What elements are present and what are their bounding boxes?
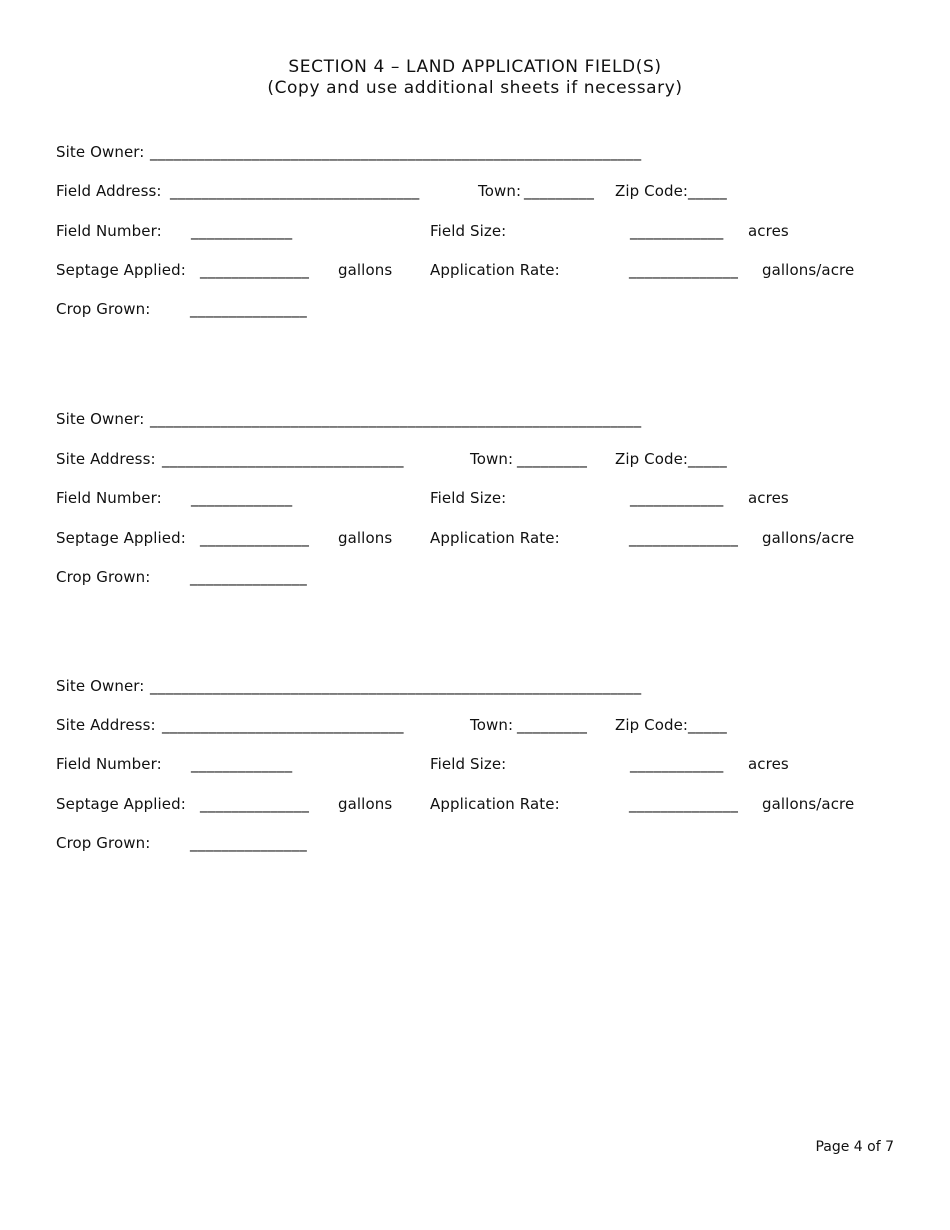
address-field[interactable]: _______________________________: [162, 716, 404, 734]
site-owner-label: Site Owner:: [56, 410, 145, 428]
crop-grown-label: Crop Grown:: [56, 568, 151, 586]
town-label: Town:: [478, 182, 522, 200]
address-label: Field Address:: [56, 182, 162, 200]
site-owner-label: Site Owner:: [56, 677, 145, 695]
gallons-per-acre-unit: gallons/acre: [762, 261, 855, 279]
application-rate-label: Application Rate:: [430, 529, 560, 547]
application-rate-label: Application Rate:: [430, 795, 560, 813]
gallons-per-acre-unit: gallons/acre: [762, 529, 855, 547]
field-size-label: Field Size:: [430, 755, 507, 773]
septage-applied-field[interactable]: ______________: [200, 795, 310, 813]
septage-applied-label: Septage Applied:: [56, 529, 186, 547]
crop-grown-label: Crop Grown:: [56, 834, 151, 852]
zip-code-label: Zip Code:: [615, 450, 689, 468]
gallons-unit: gallons: [338, 795, 393, 813]
address-label: Site Address:: [56, 716, 156, 734]
zip-code-label: Zip Code:: [615, 716, 689, 734]
zip-code-field[interactable]: _____: [688, 182, 727, 200]
acres-unit: acres: [748, 222, 789, 240]
crop-grown-field[interactable]: _______________: [190, 568, 307, 586]
town-field[interactable]: _________: [517, 450, 588, 468]
field-size-field[interactable]: ____________: [630, 755, 724, 773]
crop-grown-label: Crop Grown:: [56, 300, 151, 318]
town-field[interactable]: _________: [524, 182, 595, 200]
application-rate-field[interactable]: ______________: [629, 261, 739, 279]
town-label: Town:: [470, 716, 514, 734]
application-rate-field[interactable]: ______________: [629, 529, 739, 547]
address-label: Site Address:: [56, 450, 156, 468]
acres-unit: acres: [748, 755, 789, 773]
section-title: SECTION 4 – LAND APPLICATION FIELD(S): [288, 57, 662, 77]
field-number-field[interactable]: _____________: [191, 222, 293, 240]
septage-applied-label: Septage Applied:: [56, 795, 186, 813]
crop-grown-field[interactable]: _______________: [190, 834, 307, 852]
address-field[interactable]: ________________________________: [170, 182, 420, 200]
septage-applied-field[interactable]: ______________: [200, 261, 310, 279]
site-owner-field[interactable]: _______________________________________________________________: [150, 143, 642, 161]
septage-applied-label: Septage Applied:: [56, 261, 186, 279]
field-size-label: Field Size:: [430, 489, 507, 507]
crop-grown-field[interactable]: _______________: [190, 300, 307, 318]
acres-unit: acres: [748, 489, 789, 507]
site-owner-field[interactable]: _______________________________________________________________: [150, 677, 642, 695]
application-rate-field[interactable]: ______________: [629, 795, 739, 813]
page-number: Page 4 of 7: [815, 1139, 894, 1155]
field-number-label: Field Number:: [56, 489, 162, 507]
site-owner-label: Site Owner:: [56, 143, 145, 161]
field-number-label: Field Number:: [56, 222, 162, 240]
field-size-field[interactable]: ____________: [630, 489, 724, 507]
septage-applied-field[interactable]: ______________: [200, 529, 310, 547]
town-field[interactable]: _________: [517, 716, 588, 734]
zip-code-field[interactable]: _____: [688, 450, 727, 468]
town-label: Town:: [470, 450, 514, 468]
gallons-per-acre-unit: gallons/acre: [762, 795, 855, 813]
field-number-field[interactable]: _____________: [191, 489, 293, 507]
section-subtitle: (Copy and use additional sheets if necessary): [267, 78, 683, 98]
field-size-label: Field Size:: [430, 222, 507, 240]
zip-code-label: Zip Code:: [615, 182, 689, 200]
gallons-unit: gallons: [338, 529, 393, 547]
field-size-field[interactable]: ____________: [630, 222, 724, 240]
field-number-label: Field Number:: [56, 755, 162, 773]
address-field[interactable]: _______________________________: [162, 450, 404, 468]
site-owner-field[interactable]: _______________________________________________________________: [150, 410, 642, 428]
zip-code-field[interactable]: _____: [688, 716, 727, 734]
gallons-unit: gallons: [338, 261, 393, 279]
application-rate-label: Application Rate:: [430, 261, 560, 279]
field-number-field[interactable]: _____________: [191, 755, 293, 773]
